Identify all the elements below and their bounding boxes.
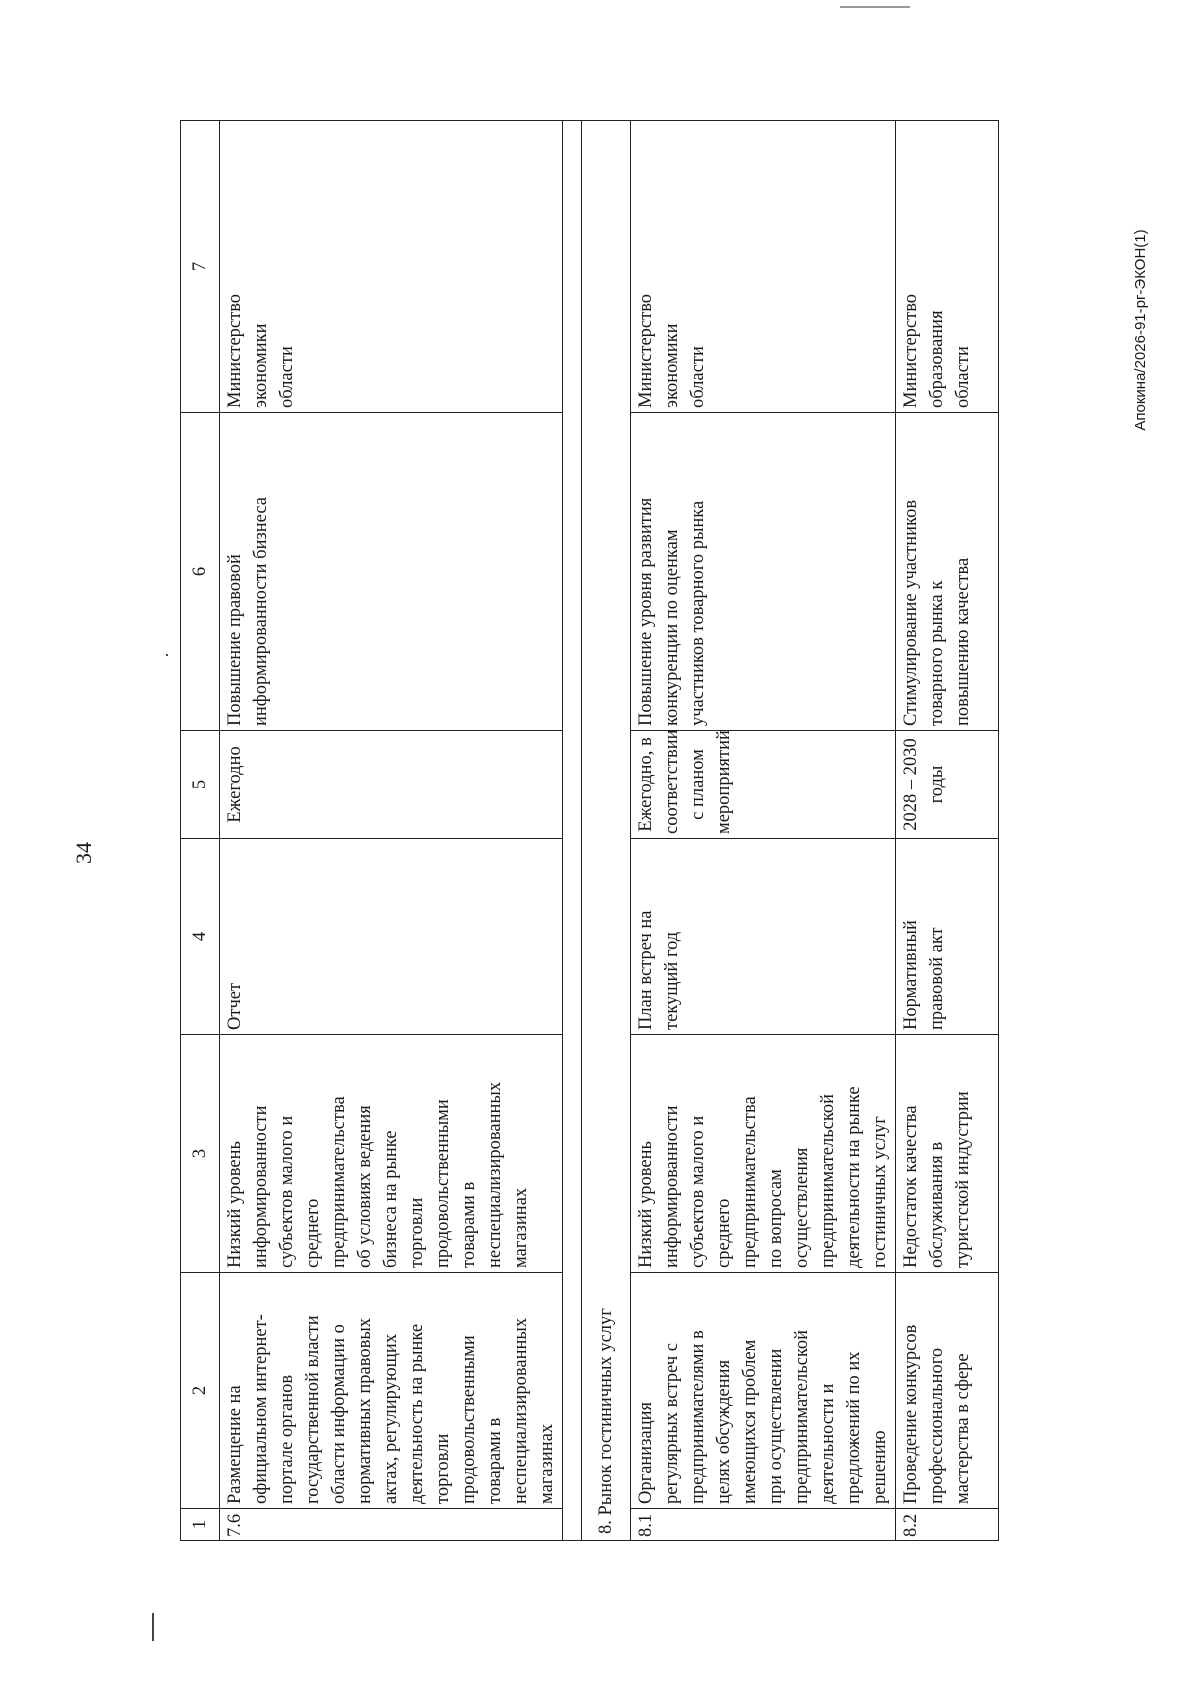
measures-table [180,120,999,1541]
table-row [896,121,999,1541]
table-separator-row [563,121,582,1541]
header-cell: 4 [181,839,220,1035]
rotated-table-container [180,121,1105,1541]
row-number: 8.2 [896,1509,999,1541]
header-cell: 1 [181,1509,220,1541]
executor-cell: Министерство экономики области [220,121,563,413]
term-cell: Ежегодно [220,731,563,839]
scan-artifact [166,654,168,656]
term-cell: 2028 – 2030 годы [896,731,999,839]
measure-cell: Проведение конкурсов профессионального мастерства в сфере [896,1273,999,1509]
document-cell: План встреч на текущий год [631,839,896,1035]
document-code: Апокина/2026-91-рг-ЭКОН(1) [1132,229,1149,431]
measure-cell: Организация регулярных встреч с предпринимателями в целях обсуждения имеющихся проблем при осуществлении предпринимательской деятельности и предложений по их решению [631,1273,896,1509]
header-cell: 7 [181,121,220,413]
header-cell: 5 [181,731,220,839]
header-row [181,121,220,1541]
table-row [220,121,563,1541]
table-row [631,121,896,1541]
row-number: 8.1 [631,1509,896,1541]
term-cell: Ежегодно, в соответствии с планом мероприятий [631,731,896,839]
scan-artifact [840,6,910,8]
executor-cell: Министерство экономики области [631,121,896,413]
document-cell: Нормативный правовой акт [896,839,999,1035]
problem-cell: Низкий уровень информированности субъектов малого и среднего предпринимательства об условиях ведения бизнеса на рынке торговли продовольственными товарами в неспециализированных магазинах [220,1035,563,1273]
result-cell: Стимулирование участников товарного рынка к повышению качества [896,413,999,731]
scan-artifact [152,1613,154,1641]
header-cell: 3 [181,1035,220,1273]
page-number: 34 [71,842,96,864]
result-cell: Повышение уровня развития конкуренции по оценкам участников товарного рынка [631,413,896,731]
row-number: 7.6 [220,1509,563,1541]
result-cell: Повышение правовой информированности бизнеса [220,413,563,731]
header-cell: 6 [181,413,220,731]
section-heading: 8. Рынок гостиничных услуг [582,121,631,1541]
problem-cell: Недостаток качества обслуживания в туристской индустрии [896,1035,999,1273]
executor-cell: Министерство образования области [896,121,999,413]
section-row [582,121,631,1541]
header-cell: 2 [181,1273,220,1509]
measure-cell: Размещение на официальном интернет- портале органов государственной власти области информации о нормативных правовых актах, регулирующих деятельность на рынке торговли продовольственными товарами в неспециализированных магазинах [220,1273,563,1509]
document-cell: Отчет [220,839,563,1035]
problem-cell: Низкий уровень информированности субъектов малого и среднего предпринимательства по вопросам осуществления предпринимательской деятельности на рынке гостиничных услуг [631,1035,896,1273]
